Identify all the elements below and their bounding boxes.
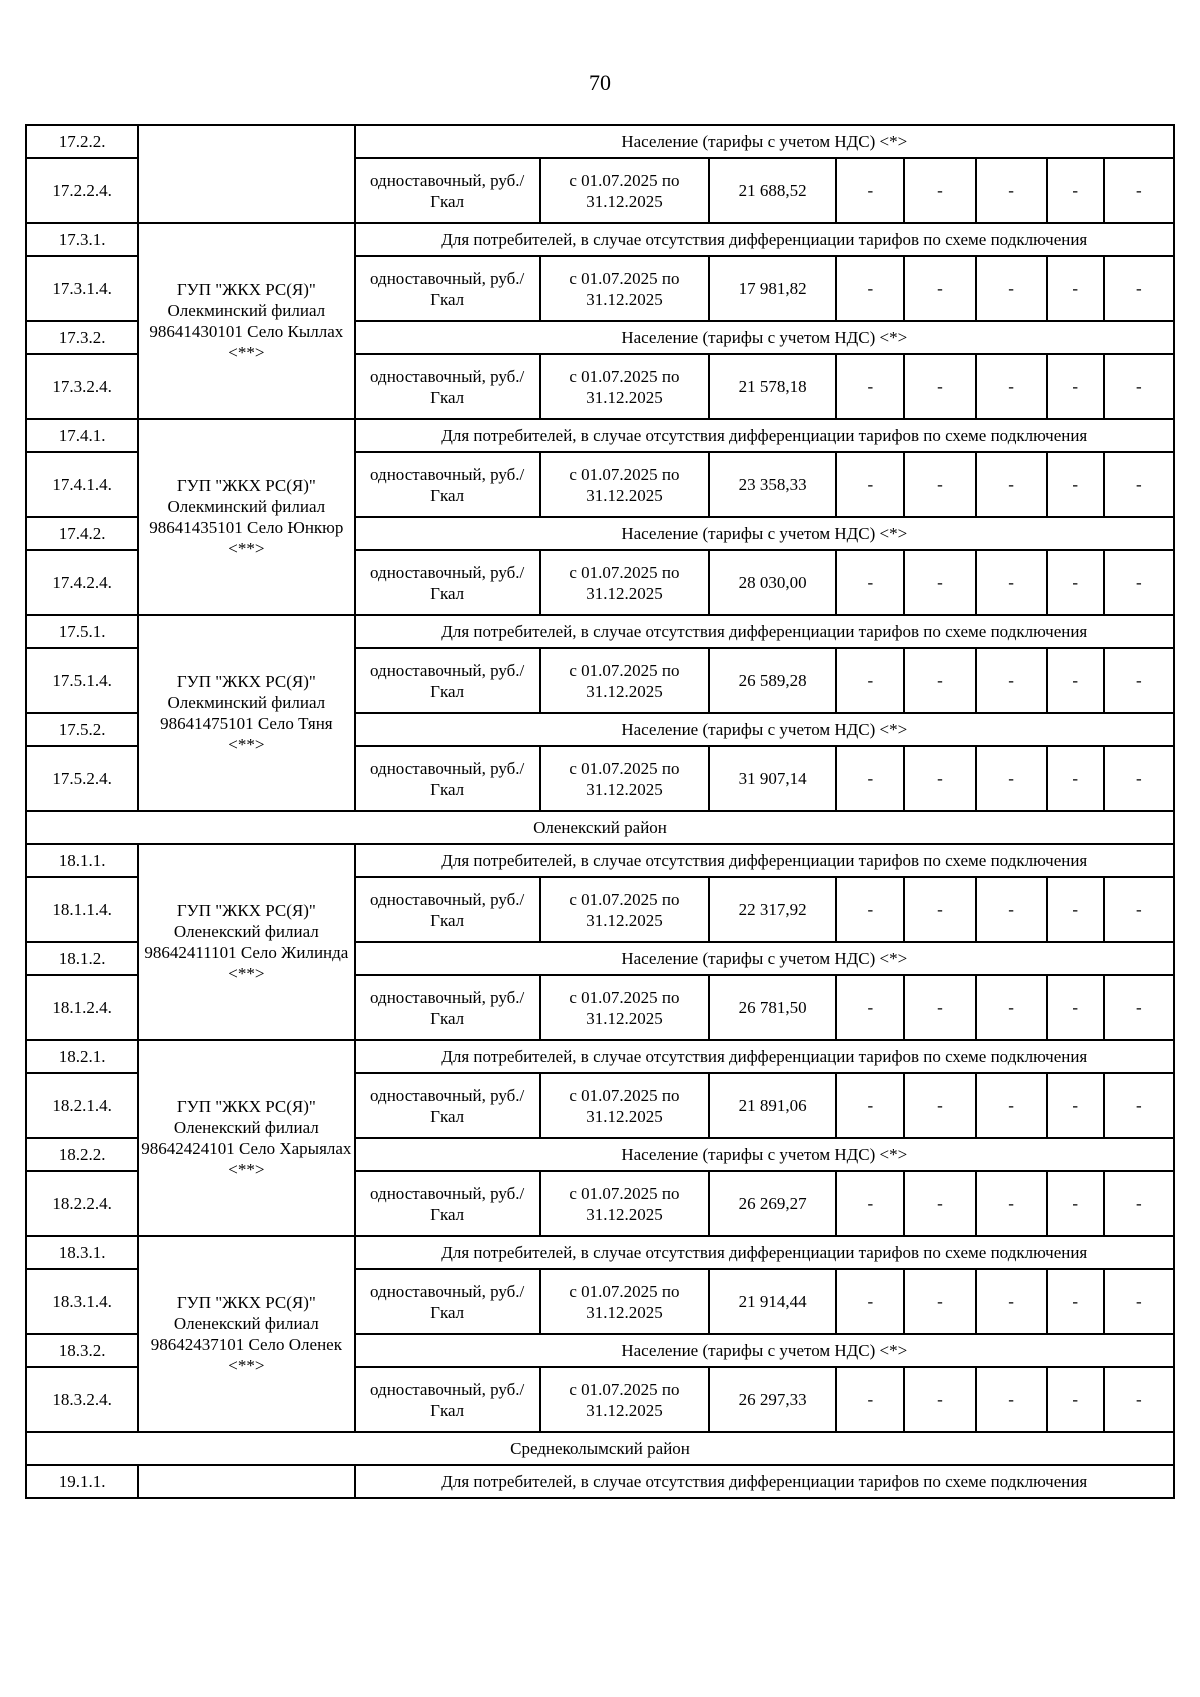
empty-value-dash: - bbox=[904, 354, 975, 419]
tariff-value: 26 781,50 bbox=[709, 975, 836, 1040]
empty-value-dash: - bbox=[1047, 975, 1104, 1040]
rate-type: одноставочный, руб./Гкал bbox=[355, 354, 540, 419]
empty-value-dash: - bbox=[904, 158, 975, 223]
validity-period: с 01.07.2025 по 31.12.2025 bbox=[540, 354, 709, 419]
section-label: Население (тарифы с учетом НДС) <*> bbox=[355, 125, 1174, 158]
tariff-value: 21 891,06 bbox=[709, 1073, 836, 1138]
row-code: 18.2.2.4. bbox=[26, 1171, 138, 1236]
empty-value-dash: - bbox=[1047, 550, 1104, 615]
empty-value-dash: - bbox=[904, 648, 975, 713]
empty-value-dash: - bbox=[1104, 877, 1174, 942]
empty-value-dash: - bbox=[904, 1171, 975, 1236]
section-label: Население (тарифы с учетом НДС) <*> bbox=[355, 321, 1174, 354]
empty-value-dash: - bbox=[1047, 1269, 1104, 1334]
empty-value-dash: - bbox=[1104, 256, 1174, 321]
validity-period: с 01.07.2025 по 31.12.2025 bbox=[540, 648, 709, 713]
empty-value-dash: - bbox=[836, 256, 904, 321]
row-code: 18.1.2.4. bbox=[26, 975, 138, 1040]
empty-value-dash: - bbox=[976, 158, 1047, 223]
empty-value-dash: - bbox=[904, 452, 975, 517]
empty-value-dash: - bbox=[976, 256, 1047, 321]
tariff-value: 26 297,33 bbox=[709, 1367, 836, 1432]
rate-type: одноставочный, руб./Гкал bbox=[355, 877, 540, 942]
organization-cell: ГУП "ЖКХ РС(Я)" Оленекский филиал 98642424101 Село Харыялах <**> bbox=[138, 1040, 354, 1236]
organization-cell-empty bbox=[138, 1465, 354, 1498]
validity-period: с 01.07.2025 по 31.12.2025 bbox=[540, 1073, 709, 1138]
row-code: 18.3.2. bbox=[26, 1334, 138, 1367]
empty-value-dash: - bbox=[976, 1269, 1047, 1334]
empty-value-dash: - bbox=[1047, 158, 1104, 223]
tariff-table bbox=[25, 124, 1175, 1499]
empty-value-dash: - bbox=[976, 1367, 1047, 1432]
row-code: 17.4.1.4. bbox=[26, 452, 138, 517]
section-label: Для потребителей, в случае отсутствия дифференциации тарифов по схеме подключения bbox=[355, 615, 1174, 648]
section-label: Население (тарифы с учетом НДС) <*> bbox=[355, 942, 1174, 975]
empty-value-dash: - bbox=[904, 975, 975, 1040]
empty-value-dash: - bbox=[976, 746, 1047, 811]
row-code: 17.3.2. bbox=[26, 321, 138, 354]
section-label: Для потребителей, в случае отсутствия дифференциации тарифов по схеме подключения bbox=[355, 1236, 1174, 1269]
empty-value-dash: - bbox=[904, 256, 975, 321]
row-code: 17.3.1.4. bbox=[26, 256, 138, 321]
empty-value-dash: - bbox=[836, 354, 904, 419]
empty-value-dash: - bbox=[1104, 975, 1174, 1040]
page-number: 70 bbox=[589, 70, 611, 95]
empty-value-dash: - bbox=[904, 1073, 975, 1138]
row-code: 17.4.2.4. bbox=[26, 550, 138, 615]
empty-value-dash: - bbox=[836, 975, 904, 1040]
organization-cell: ГУП "ЖКХ РС(Я)" Олекминский филиал 98641475101 Село Тяня <**> bbox=[138, 615, 354, 811]
tariff-value: 26 269,27 bbox=[709, 1171, 836, 1236]
empty-value-dash: - bbox=[1047, 1367, 1104, 1432]
empty-value-dash: - bbox=[1104, 550, 1174, 615]
rate-type: одноставочный, руб./Гкал bbox=[355, 1367, 540, 1432]
row-code: 17.4.2. bbox=[26, 517, 138, 550]
row-code: 17.5.2.4. bbox=[26, 746, 138, 811]
empty-value-dash: - bbox=[836, 648, 904, 713]
section-label: Для потребителей, в случае отсутствия дифференциации тарифов по схеме подключения bbox=[355, 1040, 1174, 1073]
row-code: 18.3.1.4. bbox=[26, 1269, 138, 1334]
row-code: 17.2.2.4. bbox=[26, 158, 138, 223]
organization-cell: ГУП "ЖКХ РС(Я)" Оленекский филиал 98642411101 Село Жилинда <**> bbox=[138, 844, 354, 1040]
tariff-value: 28 030,00 bbox=[709, 550, 836, 615]
empty-value-dash: - bbox=[836, 452, 904, 517]
empty-value-dash: - bbox=[904, 1367, 975, 1432]
section-label: Население (тарифы с учетом НДС) <*> bbox=[355, 1138, 1174, 1171]
validity-period: с 01.07.2025 по 31.12.2025 bbox=[540, 158, 709, 223]
district-row bbox=[26, 811, 1174, 844]
section-label: Для потребителей, в случае отсутствия дифференциации тарифов по схеме подключения bbox=[355, 844, 1174, 877]
validity-period: с 01.07.2025 по 31.12.2025 bbox=[540, 1367, 709, 1432]
empty-value-dash: - bbox=[1104, 452, 1174, 517]
empty-value-dash: - bbox=[1104, 1367, 1174, 1432]
validity-period: с 01.07.2025 по 31.12.2025 bbox=[540, 256, 709, 321]
section-header-row bbox=[26, 844, 1174, 877]
section-label: Для потребителей, в случае отсутствия дифференциации тарифов по схеме подключения bbox=[355, 419, 1174, 452]
empty-value-dash: - bbox=[1047, 1171, 1104, 1236]
row-code: 17.3.2.4. bbox=[26, 354, 138, 419]
empty-value-dash: - bbox=[904, 877, 975, 942]
rate-type: одноставочный, руб./Гкал bbox=[355, 1171, 540, 1236]
validity-period: с 01.07.2025 по 31.12.2025 bbox=[540, 452, 709, 517]
empty-value-dash: - bbox=[1047, 877, 1104, 942]
empty-value-dash: - bbox=[836, 1367, 904, 1432]
row-code: 18.2.1.4. bbox=[26, 1073, 138, 1138]
validity-period: с 01.07.2025 по 31.12.2025 bbox=[540, 975, 709, 1040]
row-code: 17.5.2. bbox=[26, 713, 138, 746]
section-header-row bbox=[26, 223, 1174, 256]
empty-value-dash: - bbox=[976, 648, 1047, 713]
empty-value-dash: - bbox=[1104, 1269, 1174, 1334]
tariff-value: 21 914,44 bbox=[709, 1269, 836, 1334]
row-code: 17.2.2. bbox=[26, 125, 138, 158]
tariff-value: 17 981,82 bbox=[709, 256, 836, 321]
row-code: 17.4.1. bbox=[26, 419, 138, 452]
empty-value-dash: - bbox=[976, 877, 1047, 942]
empty-value-dash: - bbox=[1047, 354, 1104, 419]
empty-value-dash: - bbox=[976, 354, 1047, 419]
empty-value-dash: - bbox=[836, 1171, 904, 1236]
organization-cell: ГУП "ЖКХ РС(Я)" Оленекский филиал 98642437101 Село Оленек <**> bbox=[138, 1236, 354, 1432]
tariff-value: 21 688,52 bbox=[709, 158, 836, 223]
empty-value-dash: - bbox=[1047, 746, 1104, 811]
validity-period: с 01.07.2025 по 31.12.2025 bbox=[540, 1269, 709, 1334]
rate-type: одноставочный, руб./Гкал bbox=[355, 452, 540, 517]
district-row bbox=[26, 1432, 1174, 1465]
row-code: 18.1.2. bbox=[26, 942, 138, 975]
empty-value-dash: - bbox=[1047, 648, 1104, 713]
section-header-row bbox=[26, 615, 1174, 648]
empty-value-dash: - bbox=[1047, 452, 1104, 517]
empty-value-dash: - bbox=[1047, 1073, 1104, 1138]
organization-cell-empty bbox=[138, 125, 354, 223]
tariff-value: 26 589,28 bbox=[709, 648, 836, 713]
tariff-value: 31 907,14 bbox=[709, 746, 836, 811]
district-title: Среднеколымский район bbox=[26, 1432, 1174, 1465]
rate-type: одноставочный, руб./Гкал bbox=[355, 550, 540, 615]
row-code: 18.2.1. bbox=[26, 1040, 138, 1073]
rate-type: одноставочный, руб./Гкал bbox=[355, 158, 540, 223]
rate-type: одноставочный, руб./Гкал bbox=[355, 256, 540, 321]
section-header-row bbox=[26, 1465, 1174, 1498]
organization-cell: ГУП "ЖКХ РС(Я)" Олекминский филиал 98641430101 Село Кыллах <**> bbox=[138, 223, 354, 419]
empty-value-dash: - bbox=[836, 1073, 904, 1138]
empty-value-dash: - bbox=[976, 1171, 1047, 1236]
section-label: Население (тарифы с учетом НДС) <*> bbox=[355, 713, 1174, 746]
rate-type: одноставочный, руб./Гкал bbox=[355, 746, 540, 811]
empty-value-dash: - bbox=[836, 158, 904, 223]
empty-value-dash: - bbox=[976, 975, 1047, 1040]
empty-value-dash: - bbox=[976, 1073, 1047, 1138]
section-label: Население (тарифы с учетом НДС) <*> bbox=[355, 1334, 1174, 1367]
tariff-value: 22 317,92 bbox=[709, 877, 836, 942]
district-title: Оленекский район bbox=[26, 811, 1174, 844]
section-header-row bbox=[26, 125, 1174, 158]
empty-value-dash: - bbox=[904, 550, 975, 615]
empty-value-dash: - bbox=[1104, 1171, 1174, 1236]
row-code: 17.3.1. bbox=[26, 223, 138, 256]
empty-value-dash: - bbox=[1104, 1073, 1174, 1138]
tariff-table-body bbox=[26, 125, 1174, 1498]
section-header-row bbox=[26, 1040, 1174, 1073]
empty-value-dash: - bbox=[836, 746, 904, 811]
tariff-value: 21 578,18 bbox=[709, 354, 836, 419]
empty-value-dash: - bbox=[836, 1269, 904, 1334]
empty-value-dash: - bbox=[1104, 354, 1174, 419]
row-code: 17.5.1. bbox=[26, 615, 138, 648]
row-code: 18.2.2. bbox=[26, 1138, 138, 1171]
empty-value-dash: - bbox=[836, 877, 904, 942]
section-label: Для потребителей, в случае отсутствия дифференциации тарифов по схеме подключения bbox=[355, 1465, 1174, 1498]
empty-value-dash: - bbox=[836, 550, 904, 615]
section-label: Для потребителей, в случае отсутствия дифференциации тарифов по схеме подключения bbox=[355, 223, 1174, 256]
section-header-row bbox=[26, 1236, 1174, 1269]
empty-value-dash: - bbox=[1104, 648, 1174, 713]
organization-cell: ГУП "ЖКХ РС(Я)" Олекминский филиал 98641435101 Село Юнкюр <**> bbox=[138, 419, 354, 615]
row-code: 18.1.1.4. bbox=[26, 877, 138, 942]
row-code: 18.3.1. bbox=[26, 1236, 138, 1269]
empty-value-dash: - bbox=[904, 1269, 975, 1334]
empty-value-dash: - bbox=[1104, 746, 1174, 811]
section-header-row bbox=[26, 419, 1174, 452]
empty-value-dash: - bbox=[1047, 256, 1104, 321]
validity-period: с 01.07.2025 по 31.12.2025 bbox=[540, 746, 709, 811]
rate-type: одноставочный, руб./Гкал bbox=[355, 1269, 540, 1334]
validity-period: с 01.07.2025 по 31.12.2025 bbox=[540, 877, 709, 942]
rate-type: одноставочный, руб./Гкал bbox=[355, 975, 540, 1040]
validity-period: с 01.07.2025 по 31.12.2025 bbox=[540, 550, 709, 615]
row-code: 17.5.1.4. bbox=[26, 648, 138, 713]
validity-period: с 01.07.2025 по 31.12.2025 bbox=[540, 1171, 709, 1236]
empty-value-dash: - bbox=[976, 550, 1047, 615]
row-code: 18.3.2.4. bbox=[26, 1367, 138, 1432]
empty-value-dash: - bbox=[904, 746, 975, 811]
empty-value-dash: - bbox=[976, 452, 1047, 517]
row-code: 18.1.1. bbox=[26, 844, 138, 877]
section-label: Население (тарифы с учетом НДС) <*> bbox=[355, 517, 1174, 550]
empty-value-dash: - bbox=[1104, 158, 1174, 223]
rate-type: одноставочный, руб./Гкал bbox=[355, 1073, 540, 1138]
row-code: 19.1.1. bbox=[26, 1465, 138, 1498]
rate-type: одноставочный, руб./Гкал bbox=[355, 648, 540, 713]
tariff-value: 23 358,33 bbox=[709, 452, 836, 517]
